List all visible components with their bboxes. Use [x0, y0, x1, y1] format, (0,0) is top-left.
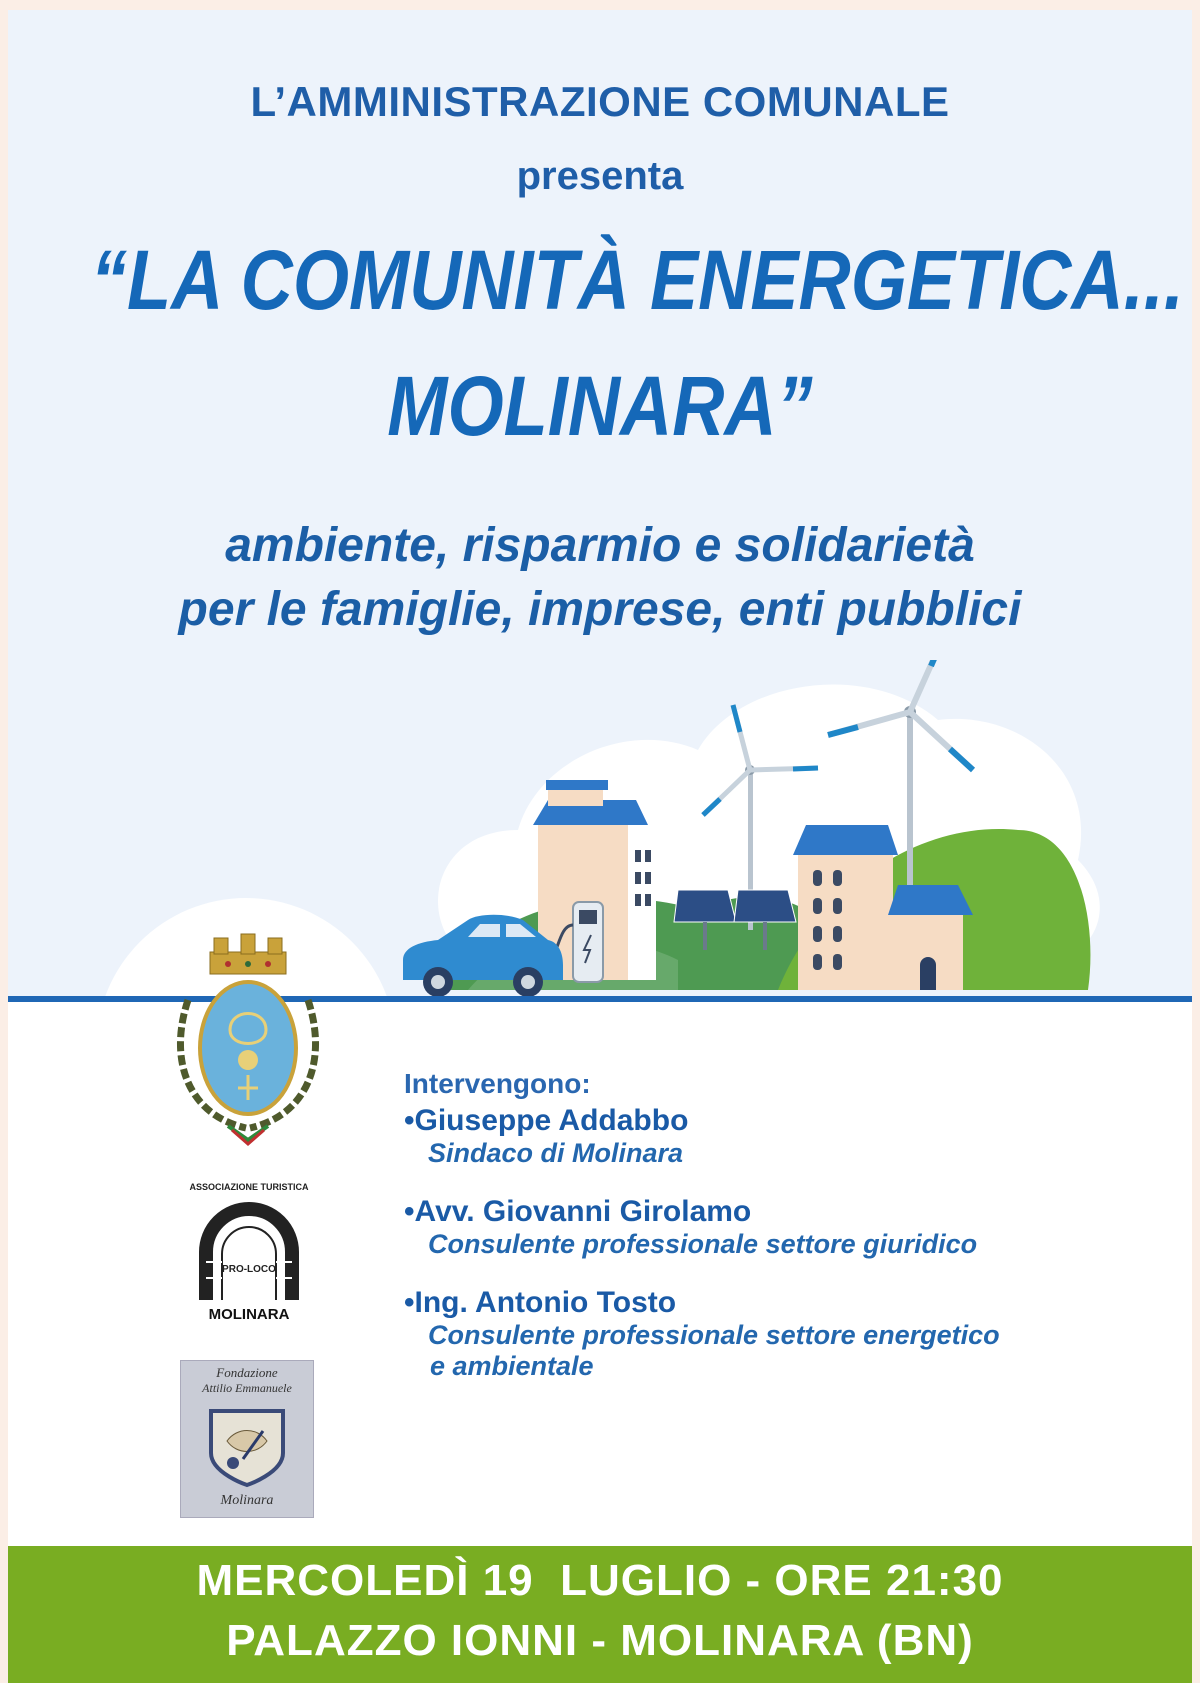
speakers-section	[404, 1068, 1000, 1408]
speaker-item	[404, 1195, 1000, 1260]
speaker-name: • Giuseppe Addabbo	[404, 1104, 1000, 1138]
energy-community-illustration	[398, 660, 1118, 1000]
foundation-name-line2: Attilio Emmanuele	[202, 1381, 292, 1395]
subtitle-line2: per le famiglie, imprese, enti pubblici	[178, 583, 1022, 636]
event-details-banner	[8, 1546, 1192, 1683]
foundation-place: Molinara	[220, 1493, 274, 1508]
speaker-item	[404, 1104, 1000, 1169]
event-poster	[8, 10, 1192, 1683]
proloco-name: MOLINARA	[208, 1306, 290, 1323]
foundation-name-line1: Fondazione	[216, 1365, 278, 1380]
organizer-heading: L’AMMINISTRAZIONE COMUNALE	[250, 78, 950, 125]
event-location: PALAZZO IONNI - MOLINARA (BN)	[226, 1616, 974, 1665]
speaker-role: Sindaco di Molinara	[428, 1138, 684, 1168]
speaker-name: • Avv. Giovanni Girolamo	[404, 1195, 1000, 1229]
speaker-item	[404, 1286, 1000, 1382]
event-title-line2: MOLINARA”	[387, 359, 813, 453]
subtitle-line1: ambiente, risparmio e solidarietà	[225, 519, 975, 572]
event-title-line1: “LA COMUNITÀ ENERGETICA...	[90, 233, 1184, 327]
speaker-name: • Ing. Antonio Tosto	[404, 1286, 1000, 1320]
speakers-heading: Intervengono:	[404, 1068, 591, 1099]
proloco-center-text: PRO-LOCO	[222, 1264, 276, 1275]
speaker-role: Consulente professionale settore giuridico	[428, 1229, 978, 1259]
foundation-emblem-icon	[203, 1401, 291, 1489]
event-date-time: MERCOLEDÌ 19 LUGLIO - ORE 21:30	[196, 1556, 1004, 1605]
speaker-role-continued: e ambientale	[430, 1351, 594, 1381]
foundation-logo	[180, 1360, 314, 1518]
proloco-arc-text: ASSOCIAZIONE TURISTICA	[189, 1182, 309, 1192]
municipal-coat-of-arms	[168, 930, 328, 1150]
proloco-logo	[184, 1182, 314, 1332]
speaker-role: Consulente professionale settore energetico	[428, 1320, 1000, 1350]
presents-text: presenta	[516, 154, 684, 198]
